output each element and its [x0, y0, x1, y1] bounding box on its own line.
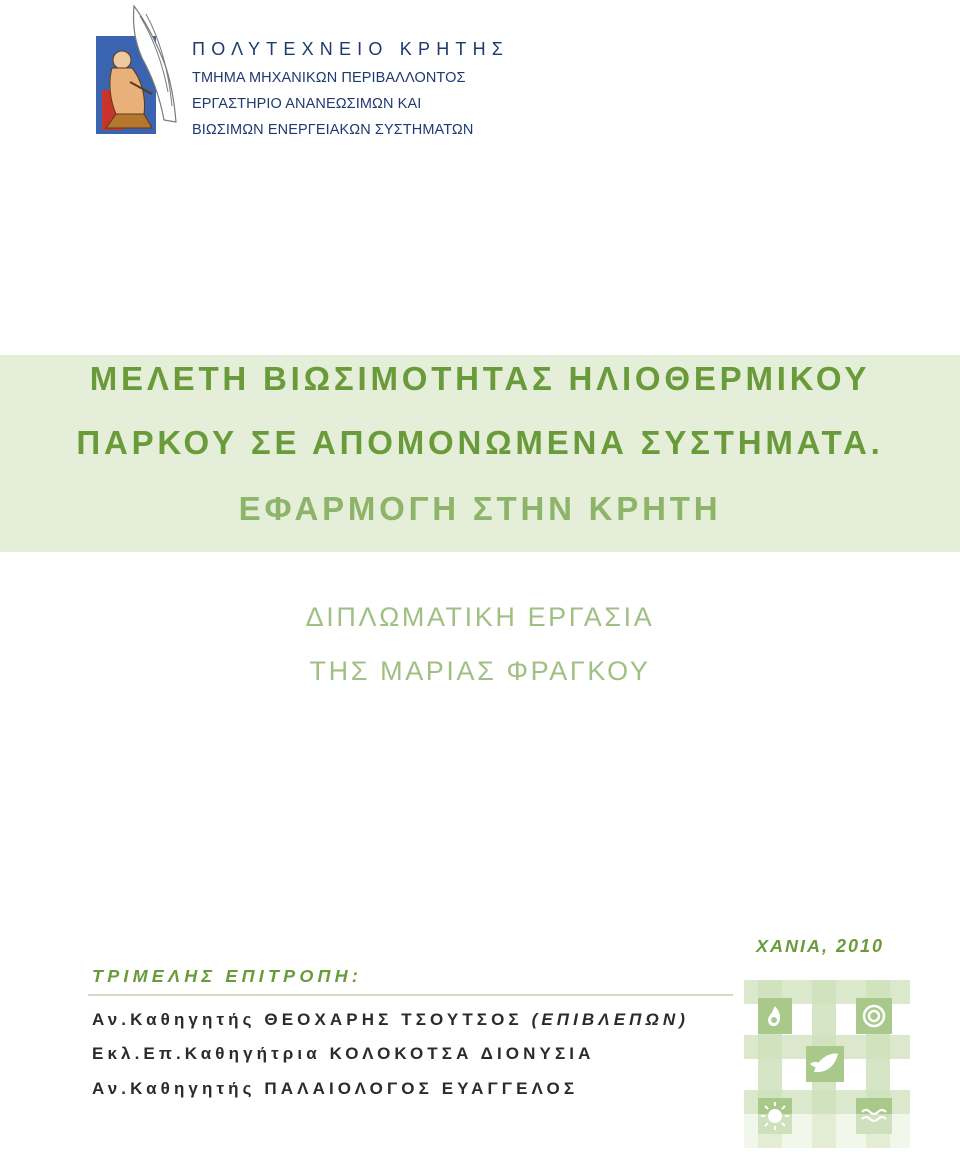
committee-member-1-name: Αν.Καθηγητής ΘΕΟΧΑΡΗΣ ΤΣΟΥΤΣΟΣ [92, 1010, 523, 1029]
institution-block [192, 38, 509, 143]
committee-divider [88, 994, 733, 996]
place-date: ΧΑΝΙΑ, 2010 [756, 936, 885, 956]
thesis-title-line-2: ΠΑΡΚΟΥ ΣΕ ΑΠΟΜΟΝΩΜΕΝΑ ΣΥΣΤΗΜΑΤΑ. [76, 424, 884, 461]
university-seal-logo [94, 2, 180, 136]
committee-heading: ΤΡΙΜΕΛΗΣ ΕΠΙΤΡΟΠΗ: [92, 966, 363, 986]
supervisor-role: (ΕΠΙΒΛΕΠΩΝ) [531, 1010, 689, 1029]
author-name: ΤΗΣ ΜΑΡΙΑΣ ΦΡΑΓΚΟΥ [309, 656, 651, 686]
lab-emblem [744, 980, 910, 1148]
thesis-type: ΔΙΠΛΩΜΑΤΙΚΗ ΕΡΓΑΣΙΑ [305, 602, 655, 632]
committee-member-2: Εκλ.Επ.Καθηγήτρια ΚΟΛΟΚΟΤΣΑ ΔΙΟΝΥΣΙΑ [92, 1044, 595, 1063]
committee-member-1 [92, 1010, 689, 1030]
department-name: ΤΜΗΜΑ ΜΗΧΑΝΙΚΩΝ ΠΕΡΙΒΑΛΛΟΝΤΟΣ [192, 70, 466, 86]
university-name: ΠΟΛΥΤΕΧΝΕΙΟ ΚΡΗΤΗΣ [192, 39, 510, 59]
thesis-title-line-1: ΜΕΛΕΤΗ ΒΙΩΣΙΜΟΤΗΤΑΣ ΗΛΙΟΘΕΡΜΙΚΟΥ [89, 360, 871, 397]
thesis-title-line-3: ΕΦΑΡΜΟΓΗ ΣΤΗΝ ΚΡΗΤΗ [238, 490, 722, 527]
laboratory-name-2: ΒΙΩΣΙΜΩΝ ΕΝΕΡΓΕΙΑΚΩΝ ΣΥΣΤΗΜΑΤΩΝ [192, 122, 474, 138]
committee-member-3: Αν.Καθηγητής ΠΑΛΑΙΟΛΟΓΟΣ ΕΥΑΓΓΕΛΟΣ [92, 1079, 579, 1098]
laboratory-name-1: ΕΡΓΑΣΤΗΡΙΟ ΑΝΑΝΕΩΣΙΜΩΝ ΚΑΙ [192, 96, 422, 112]
